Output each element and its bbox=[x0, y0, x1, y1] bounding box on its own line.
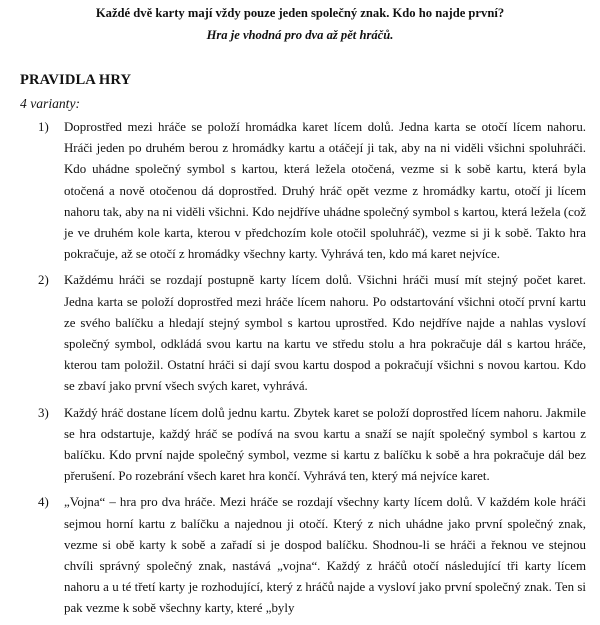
rule-item bbox=[0, 492, 600, 619]
intro-players-note: Hra je vhodná pro dva až pět hráčů. bbox=[206, 28, 394, 42]
rule-text: Každému hráči se rozdají postupně karty lícem dolů. Všichni hráči musí mít stejný počet karet. Jedna karta se položí doprostřed mezi hráče lícem nahoru. Po odstartování všichni otočí první kartu ze svého balíčku a hledají stejný symbol s kartou uprostřed. Kdo nejdříve najde a nahlas vysloví společný symbol, odkládá svou kartu na kartu ve středu stolu a hra pokračuje dál s kartou hráče, kterou tam položil. Ostatní hráči si dají svou kartu dospod a pokračují všichni s novou kartou. Kdo se zbaví jako první všech svých karet, vyhrává. bbox=[64, 273, 586, 394]
variants-subheading: 4 varianty: bbox=[20, 96, 81, 111]
rule-number: 3) bbox=[38, 405, 49, 420]
rule-text: „Vojna“ – hra pro dva hráče. Mezi hráče se rozdají všechny karty lícem dolů. V každém kole hráči sejmou horní kartu z balíčku a najednou ji otočí. Který z nich uhádne jako první společný znak, vezme si obě karty k sobě a zařadí si je dospod balíčku. Shodnou-li se hráči a řeknou ve stejnou chvíli správný společný znak, nastává „vojna“. Každý z hráčů otočí následující tři karty lícem nahoru a u té třetí karty je rozhodující, který z hráčů najde a vysloví jako první společný znak. Ten si pak vezme k sobě všechny karty, které „byly bbox=[64, 495, 586, 616]
rule-number: 2) bbox=[38, 273, 49, 288]
rule-number: 1) bbox=[38, 120, 49, 134]
rule-item bbox=[0, 403, 600, 488]
rule-text: Každý hráč dostane lícem dolů jednu kartu. Zbytek karet se položí doprostřed lícem nahoru. Jakmile se hra odstartuje, každý hráč se podívá na svou kartu a snaží se najít společný symbol s kartou z balíčku. Kdo první najde společný symbol, vezme si kartu z balíčku k sobě a hra pokračuje dál bez přerušení. Po rozebrání všech karet hra končí. Vyhrává ten, který má nejvíce karet. bbox=[64, 405, 586, 484]
intro-tagline: Každé dvě karty mají vždy pouze jeden společný znak. Kdo ho najde první? bbox=[95, 6, 505, 20]
rule-number: 4) bbox=[38, 495, 49, 510]
rules-heading: PRAVIDLA HRY bbox=[20, 72, 132, 88]
rules-list bbox=[0, 117, 600, 625]
rule-item bbox=[0, 270, 600, 397]
rule-text: Doprostřed mezi hráče se položí hromádka karet lícem dolů. Jedna karta se otočí lícem nahoru. Hráči jeden po druhém berou z hromádky kartu a otáčejí ji tak, aby na ni viděli všichni spoluhráči. Kdo uhádne společný symbol s kartou, která ležela otočená, vezme si k sobě kartu, která byla otočená a nově otočenou dá doprostřed. Druhý hráč opět vezme z hromádky kartu, otočí ji lícem nahoru tak, aby na ni viděli všichni. Kdo nejdříve uhádne společný symbol s kartou, která ležela (což je ve druhém kole karta, kterou v předchozím kole otočil spoluhráč), vezme si ji k sobě. Takto hra pokračuje, až se otočí z hromádky všechny karty. Vyhrává ten, kdo má karet nejvíce. bbox=[64, 120, 586, 262]
rule-item bbox=[0, 117, 600, 265]
